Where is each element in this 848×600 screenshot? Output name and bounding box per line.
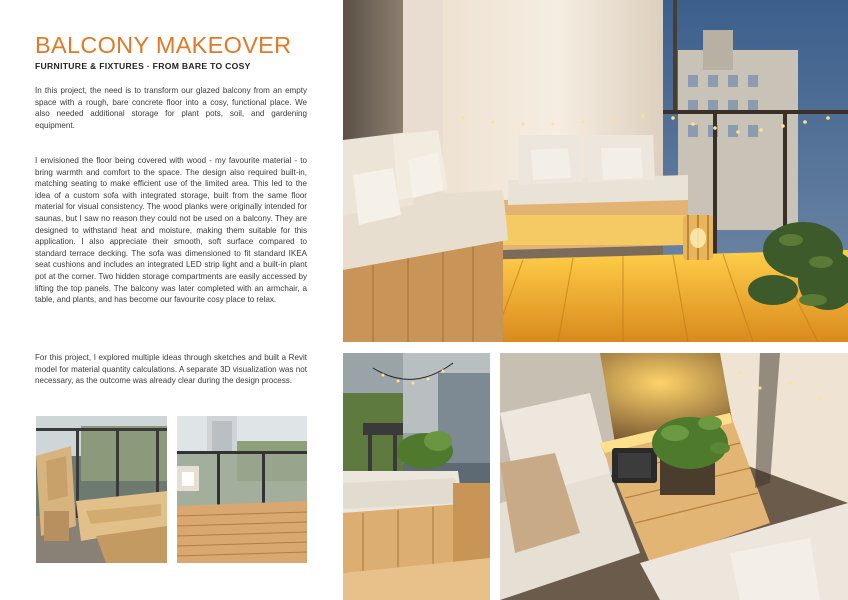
paragraph-intro: In this project, the need is to transform our glazed balcony from an empty space with a rough, bare concrete floor into a cosy, functional place. We also needed additional storage for plant pots, soil, and gardening equipment. <box>35 86 307 130</box>
paragraph-design: I envisioned the floor being covered with wood - my favourite material - to bring warmth and comfort to the space. The design also required built-in, matching seating to make efficient use of the limited area. This led to the idea of a custom sofa with integrated storage, built from the same floor material for visual consistency. The wood planks were originally intended for saunas, but I saw no reason they could not be used on a balcony. They are designed to withstand heat and moisture, making them suitable for this application. I also appreciate their smooth, soft surface compared to standard terrace decking. The sofa was dimensioned to fit standard IKEA seat cushions and includes an integrated LED strip light and a built-in plant pot at the corner. Two hidden storage compartments are easily accessed by lifting the top panels. The balcony was later completed with an armchair, a table, and plants, and has become our favourite cosy place to relax. <box>35 156 307 305</box>
paragraph-process: For this project, I explored multiple ideas through sketches and built a Revit model for material quantity calculations. A separate 3D visualization was not necessary, as the outcome was already clear during the design process. <box>35 353 307 386</box>
page-subtitle: FURNITURE & FIXTURES · FROM BARE TO COSY <box>35 61 251 71</box>
sofa-side-photo <box>343 353 490 600</box>
construction-photo-floor <box>177 416 307 563</box>
hero-photo-balcony-night <box>343 0 848 342</box>
corner-table-plant-photo <box>500 353 848 600</box>
construction-photo-frame <box>36 416 167 563</box>
page-title: BALCONY MAKEOVER <box>35 32 292 58</box>
